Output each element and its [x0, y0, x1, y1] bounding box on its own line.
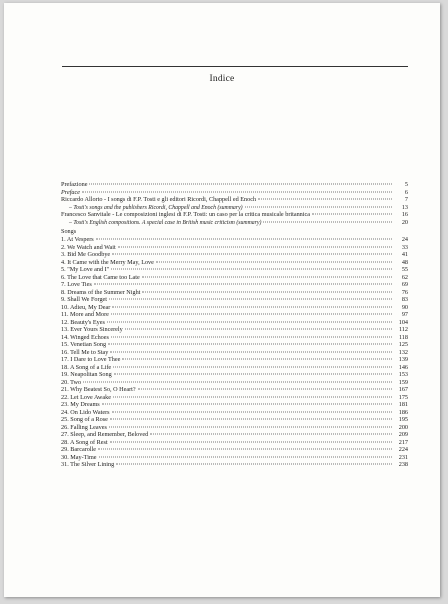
- songs-heading-row: [61, 228, 408, 236]
- toc-entry-page: 224: [398, 446, 408, 453]
- page-title: Indice: [209, 74, 235, 84]
- song-row: [61, 356, 408, 364]
- song-row: [61, 281, 408, 289]
- toc-entry-title: 12. Beauty's Eyes: [61, 318, 105, 326]
- song-row: [61, 394, 408, 402]
- toc-entry-title: Preface: [61, 188, 81, 196]
- dot-leader: [245, 206, 392, 207]
- toc-entry-page: 118: [398, 333, 408, 341]
- toc-entry-title: 3. Bid Me Goodbye: [61, 251, 111, 258]
- toc-entry-page: 69: [401, 281, 408, 288]
- song-row: [61, 296, 408, 304]
- toc-entry-title: – Tosti's English compositions. A special case in British music criticism (summary): [69, 219, 262, 226]
- dot-leader: [125, 329, 392, 330]
- dot-leader: [114, 374, 392, 375]
- toc-entry-title: 23. My Dreams: [61, 401, 100, 408]
- header-rule: [62, 66, 408, 67]
- toc-entry-title: 14. Winged Echoes: [61, 333, 109, 341]
- toc-entry-title: 8. Dreams of the Summer Night: [61, 288, 141, 296]
- toc-entry-page: 175: [398, 393, 408, 401]
- toc-entry-page: 200: [398, 423, 408, 431]
- front-matter-row: [61, 181, 408, 189]
- toc-entry-page: 55: [401, 266, 408, 273]
- toc-entry-title: 18. A Song of a Life: [61, 363, 112, 371]
- toc-entry-title: 16. Tell Me to Stay: [61, 348, 109, 356]
- dot-leader: [263, 221, 392, 222]
- dot-leader: [107, 321, 392, 322]
- song-row: [61, 379, 408, 387]
- song-row: [61, 334, 408, 342]
- dot-leader: [111, 269, 392, 270]
- song-row: [61, 461, 408, 469]
- front-matter-list: [61, 181, 408, 226]
- songs-heading: Songs: [61, 228, 77, 235]
- dot-leader: [109, 299, 392, 300]
- table-of-contents: [61, 181, 408, 469]
- song-row: [61, 259, 408, 267]
- dot-leader: [96, 239, 392, 240]
- toc-entry-page: 16: [401, 211, 408, 218]
- toc-entry-title: 19. Neapolitan Song: [61, 371, 112, 378]
- song-row: [61, 409, 408, 417]
- toc-entry-page: 41: [401, 251, 408, 258]
- dot-leader: [110, 351, 392, 352]
- toc-entry-page: 62: [401, 273, 408, 281]
- dot-leader: [111, 314, 392, 315]
- song-row: [61, 311, 408, 319]
- dot-leader: [112, 306, 392, 307]
- toc-entry-page: 167: [398, 386, 408, 393]
- toc-entry-page: 104: [398, 318, 408, 326]
- toc-entry-page: 139: [398, 356, 408, 363]
- song-row: [61, 431, 408, 439]
- toc-entry-title: 4. It Came with the Merry May, Love: [61, 258, 154, 266]
- dot-leader: [112, 254, 392, 255]
- toc-entry-title: 15. Venetian Song: [61, 341, 107, 348]
- song-row: [61, 416, 408, 424]
- toc-entry-title: 5. "My Love and I": [61, 266, 110, 273]
- toc-entry-page: 181: [398, 401, 408, 408]
- toc-entry-title: 17. I Dare to Love Thee: [61, 356, 121, 363]
- dot-leader: [142, 291, 392, 292]
- song-row: [61, 289, 408, 297]
- toc-entry-title: 1. At Vespers: [61, 236, 94, 243]
- toc-entry-page: 76: [401, 288, 408, 296]
- dot-leader: [142, 276, 392, 277]
- dot-leader: [110, 419, 392, 420]
- toc-entry-page: 5: [404, 181, 408, 188]
- document-page: [4, 3, 440, 597]
- song-row: [61, 454, 408, 462]
- dot-leader: [83, 381, 392, 382]
- toc-entry-page: 217: [398, 438, 408, 446]
- dot-leader: [89, 184, 392, 185]
- toc-entry-page: 97: [401, 311, 408, 318]
- song-row: [61, 341, 408, 349]
- song-row: [61, 371, 408, 379]
- toc-entry-title: 25. Song of a Rose: [61, 416, 108, 423]
- song-row: [61, 446, 408, 454]
- song-row: [61, 349, 408, 357]
- dot-leader: [108, 344, 392, 345]
- toc-entry-title: 31. The Silver Lining: [61, 461, 115, 468]
- toc-entry-page: 132: [398, 348, 408, 356]
- toc-entry-page: 125: [398, 341, 408, 348]
- toc-entry-page: 90: [401, 303, 408, 311]
- toc-entry-page: 231: [398, 453, 408, 461]
- toc-entry-page: 24: [401, 236, 408, 243]
- toc-entry-title: – Tosti's songs and the publishers Ricordi, Chappell and Enoch (summary): [69, 204, 243, 211]
- toc-entry-page: 6: [404, 188, 408, 196]
- dot-leader: [82, 191, 392, 192]
- song-row: [61, 274, 408, 282]
- front-matter-row: [61, 196, 408, 204]
- toc-entry-page: 209: [398, 431, 408, 438]
- toc-entry-page: 238: [398, 461, 408, 468]
- dot-leader: [94, 284, 392, 285]
- toc-entry-title: 10. Adieu, My Dear: [61, 303, 111, 311]
- toc-entry-title: 29. Barcarolle: [61, 446, 97, 453]
- song-row: [61, 364, 408, 372]
- toc-entry-title: 13. Ever Yours Sincerely: [61, 326, 123, 333]
- song-row: [61, 424, 408, 432]
- toc-entry-page: 153: [398, 371, 408, 378]
- dot-leader: [138, 389, 392, 390]
- song-row: [61, 401, 408, 409]
- song-row: [61, 251, 408, 259]
- front-matter-row: [61, 204, 408, 212]
- toc-entry-title: 21. Why Beatest So, O Heart?: [61, 386, 136, 393]
- toc-entry-title: 30. May-Time: [61, 453, 97, 461]
- dot-leader: [110, 441, 392, 442]
- toc-entry-title: 20. Two: [61, 378, 82, 386]
- dot-leader: [102, 404, 392, 405]
- song-row: [61, 439, 408, 447]
- toc-entry-page: 13: [401, 203, 408, 211]
- song-row: [61, 326, 408, 334]
- songs-list: [61, 236, 408, 469]
- song-row: [61, 244, 408, 252]
- toc-entry-page: 48: [401, 258, 408, 266]
- toc-entry-title: Prefazione: [61, 181, 88, 188]
- dot-leader: [122, 359, 392, 360]
- song-row: [61, 266, 408, 274]
- toc-entry-page: 159: [398, 378, 408, 386]
- dot-leader: [258, 199, 392, 200]
- toc-entry-title: 9. Shall We Forget: [61, 296, 108, 303]
- toc-entry-title: 7. Love Ties: [61, 281, 92, 288]
- toc-entry-title: 6. The Love that Came too Late: [61, 273, 140, 281]
- front-matter-row: [61, 219, 408, 227]
- toc-entry-page: 7: [404, 196, 408, 203]
- song-row: [61, 236, 408, 244]
- toc-entry-title: 24. On Lido Waters: [61, 408, 110, 416]
- dot-leader: [111, 336, 392, 337]
- dot-leader: [156, 261, 392, 262]
- toc-entry-page: 20: [401, 218, 408, 226]
- toc-entry-page: 83: [401, 296, 408, 303]
- song-row: [61, 319, 408, 327]
- toc-entry-title: Francesco Sanvitale - Le composizioni inglesi di F.P. Tosti: un caso per la critica musicale britannica: [61, 211, 310, 218]
- dot-leader: [112, 411, 392, 412]
- dot-leader: [118, 246, 392, 247]
- song-row: [61, 304, 408, 312]
- toc-entry-title: 27. Sleep, and Remember, Beloved: [61, 431, 149, 438]
- toc-entry-title: 28. A Song of Rest: [61, 438, 108, 446]
- dot-leader: [116, 464, 392, 465]
- toc-entry-page: 195: [398, 416, 408, 423]
- dot-leader: [150, 434, 392, 435]
- toc-entry-page: 33: [401, 243, 408, 251]
- toc-entry-page: 186: [398, 408, 408, 416]
- dot-leader: [312, 214, 392, 215]
- toc-entry-title: 11. More and More: [61, 311, 109, 318]
- toc-entry-page: 146: [398, 363, 408, 371]
- front-matter-row: [61, 211, 408, 219]
- toc-entry-page: 112: [398, 326, 408, 333]
- toc-entry-title: 22. Let Love Awake: [61, 393, 111, 401]
- toc-entry-title: Riccardo Allorto - I songs di F.P. Tosti e gli editori Ricordi, Chappell ed Enoch: [61, 196, 257, 203]
- toc-entry-title: 26. Falling Leaves: [61, 423, 107, 431]
- dot-leader: [99, 456, 392, 457]
- dot-leader: [109, 426, 392, 427]
- dot-leader: [113, 366, 392, 367]
- dot-leader: [98, 449, 392, 450]
- song-row: [61, 386, 408, 394]
- toc-entry-title: 2. We Watch and Wait: [61, 243, 116, 251]
- front-matter-row: [61, 189, 408, 197]
- dot-leader: [113, 396, 392, 397]
